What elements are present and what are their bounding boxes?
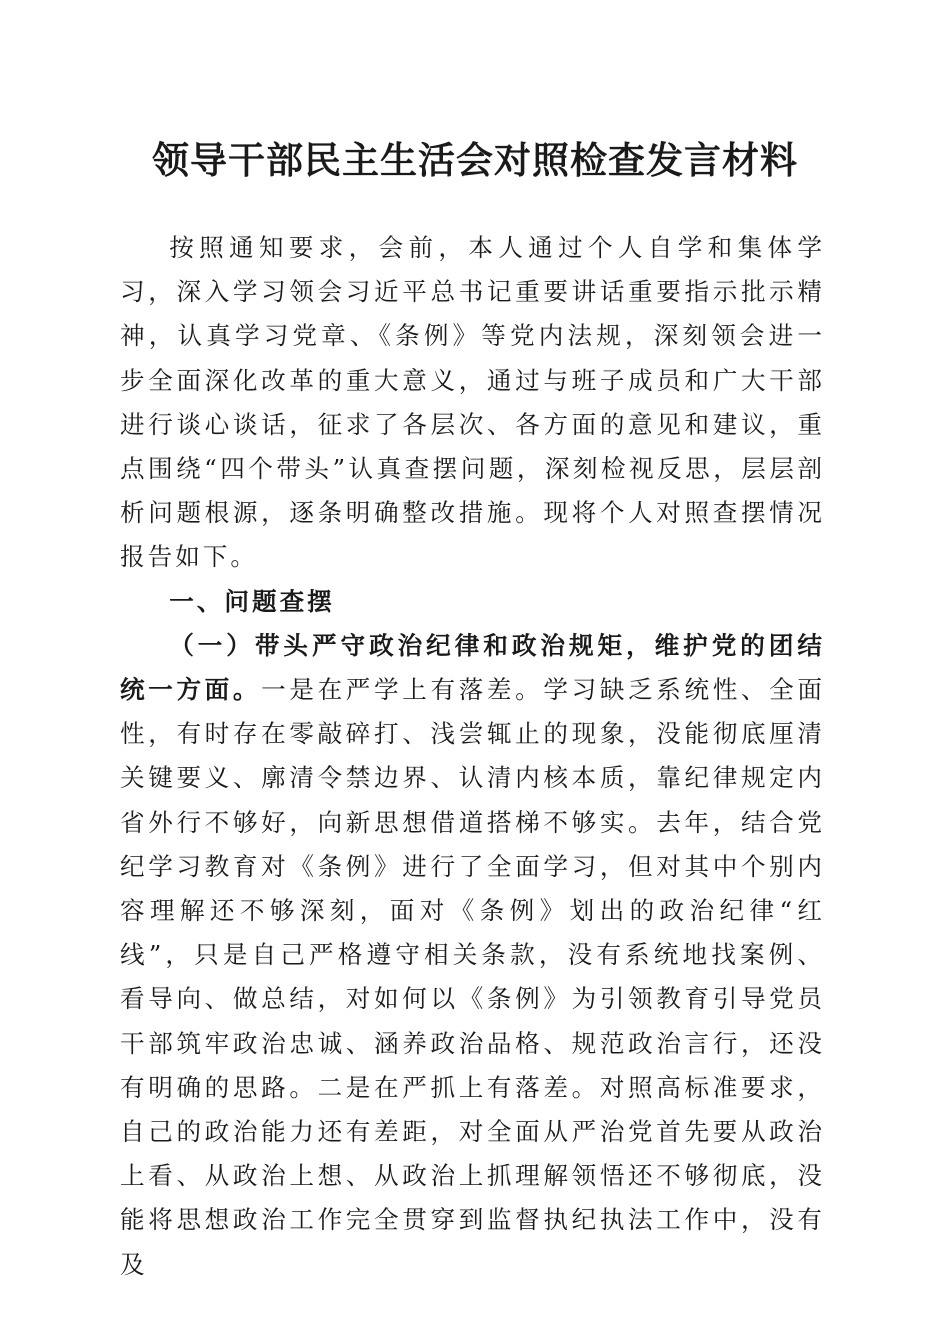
subsection-lead: （一）带头严守政治纪律和政治规矩，维护党的团结统一方面。 [120, 630, 825, 705]
subsection-body: 一是在严学上有落差。学习缺乏系统性、全面性，有时存在零敲碎打、浅尝辄止的现象，没能彻底厘清关键要义、廓清令禁边界、认清内核本质，靠纪律规定内省外行不够好，向新思想借道搭梯不够实。去年，结合党纪学习教育对《条例》进行了全面学习，但对其中个别内容理解还不够深刻，面对《条例》划出的政治纪律“红线”，只是自己严格遵守相关条款，没有系统地找案例、看导向、做总结，对如何以《条例》为引领教育引导党员干部筑牢政治忠诚、涵养政治品格、规范政治言行，还没有明确的思路。二是在严抓上有落差。对照高标准要求，自己的政治能力还有差距，对全面从严治党首先要从政治上看、从政治上想、从政治上抓理解领悟还不够彻底，没能将思想政治工作完全贯穿到监督执纪执法工作中，没有及 [120, 675, 825, 1279]
document-body [120, 226, 825, 1287]
intro-paragraph: 按照通知要求，会前，本人通过个人自学和集体学习，深入学习领会习近平总书记重要讲话重要指示批示精神，认真学习党章、《条例》等党内法规，深刻领会进一步全面深化改革的重大意义，通过与班子成员和广大干部进行谈心谈话，征求了各层次、各方面的意见和建议，重点围绕“四个带头”认真查摆问题，深刻检视反思，层层剖析问题根源，逐条明确整改措施。现将个人对照查摆情况报告如下。 [120, 233, 825, 572]
document-title: 领导干部民主生活会对照检查发言材料 [152, 138, 798, 182]
subsection-paragraph [120, 624, 825, 1287]
section-heading-problems: 一、问题查摆 [169, 586, 335, 616]
